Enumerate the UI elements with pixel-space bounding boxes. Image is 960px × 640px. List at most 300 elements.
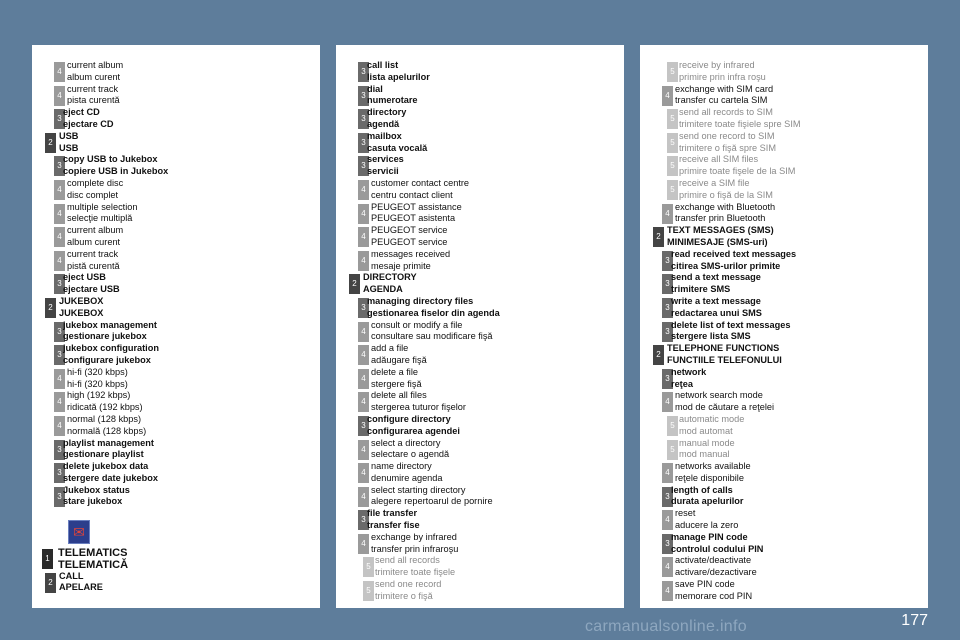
menu-item-label-ro: primire toate fişele de la SIM [679,166,796,177]
level-badge: 4 [358,204,369,224]
menu-item-label-en: exchange with SIM card [675,83,774,94]
menu-item-label-ro: copiere USB in Jukebox [63,166,169,177]
menu-item [640,154,928,178]
menu-item-text [363,272,417,296]
menu-item-label-en: PEUGEOT service [371,225,448,236]
menu-item-text [371,438,449,462]
menu-item [336,414,624,438]
level-badge: 4 [54,204,65,224]
menu-item-label-en: managing directory files [367,295,474,306]
menu-item [640,390,928,414]
level-badge: 5 [363,557,374,577]
level-badge: 4 [662,510,673,530]
menu-item-text [63,438,154,462]
menu-item-label-ro: reţea [671,378,693,389]
menu-item-label-en: current album [67,225,124,236]
menu-list-col1-lower [32,547,320,594]
menu-item-label-en: jukebox configuration [63,343,159,354]
level-badge: 3 [54,463,65,483]
menu-item-label-en: TEXT MESSAGES (SMS) [667,225,774,236]
menu-item-text [371,249,450,273]
menu-item [640,296,928,320]
menu-item [640,438,928,462]
menu-item [336,272,624,296]
menu-item-label-ro: mod automat [679,425,733,436]
menu-item [32,60,320,84]
menu-item-label-en: hi-fi (320 kbps) [67,366,128,377]
menu-item-label-ro: memorare cod PIN [675,590,753,601]
menu-item-label-en: send all records [375,555,440,566]
menu-item-label-ro: aducere la zero [675,520,739,531]
menu-item-label-ro: reţele disponibile [675,472,744,483]
level-badge: 4 [358,345,369,365]
menu-item-label-en: network search mode [675,390,763,401]
menu-item-label-en: save PIN code [675,579,735,590]
menu-item-text [371,343,427,367]
level-badge: 3 [358,133,369,153]
menu-item-label-en: send a text message [671,272,761,283]
menu-item-text [59,131,78,155]
menu-item [32,131,320,155]
menu-item-text [679,414,744,438]
menu-item [640,414,928,438]
level-badge: 3 [358,510,369,530]
menu-item [336,225,624,249]
level-badge: 4 [358,392,369,412]
menu-item [32,202,320,226]
level-badge: 3 [358,109,369,129]
menu-item-label-ro: selectare o agendă [371,449,450,460]
menu-item-text [371,178,469,202]
menu-item-label-ro: FUNCTIILE TELEFONULUI [667,354,782,365]
menu-item-text [59,571,103,595]
menu-item-label-ro: gestionare jukebox [63,331,147,342]
menu-item-label-ro: configurarea agendei [367,425,460,436]
menu-item-text [63,107,114,131]
menu-item-label-ro: casuta vocală [367,142,428,153]
menu-item-label-en: current track [67,83,119,94]
menu-item-label-en: delete list of text messages [671,319,791,330]
menu-item-label-ro: centru contact client [371,189,453,200]
menu-item-text [679,178,773,202]
menu-item-label-en: TELEPHONE FUNCTIONS [667,343,780,354]
menu-list-col3 [640,60,928,603]
menu-item [640,249,928,273]
menu-item [640,343,928,367]
menu-item-text [371,202,462,226]
level-badge: 4 [54,416,65,436]
menu-item-label-en: multiple selection [67,201,138,212]
menu-item-label-ro: trimitere o fişă [375,590,433,601]
page-number: 177 [901,612,928,629]
menu-item-label-en: Jukebox status [63,484,130,495]
menu-item-label-ro: trimitere toate fişiele spre SIM [679,118,801,129]
menu-item-label-ro: gestionarea fiselor din agenda [367,307,500,318]
menu-item-text [675,461,751,485]
menu-item [336,84,624,108]
level-badge: 4 [358,463,369,483]
level-badge: 5 [667,133,678,153]
menu-item-text [371,461,443,485]
menu-item [336,249,624,273]
menu-item-label-ro: alegere repertoarul de pornire [371,496,493,507]
menu-item-label-ro: stergerea tuturor fişelor [371,402,466,413]
menu-item-text [671,272,761,296]
level-badge: 2 [45,573,56,593]
menu-item-text [67,225,123,249]
menu-item-text [367,154,404,178]
menu-item [640,225,928,249]
menu-item-label-en: mailbox [367,130,402,141]
menu-item-label-en: delete a file [371,366,418,377]
menu-item-label-en: receive by infrared [679,60,755,70]
level-badge: 4 [54,369,65,389]
level-badge: 5 [667,62,678,82]
menu-item-text [67,60,123,84]
menu-item [32,296,320,320]
menu-item-label-ro: redactarea unui SMS [671,307,762,318]
level-badge: 4 [358,534,369,554]
level-badge: 3 [358,298,369,318]
menu-item-label-en: eject CD [63,107,100,118]
menu-item [640,555,928,579]
menu-item [32,154,320,178]
menu-item-text [679,107,801,131]
level-badge: 4 [358,227,369,247]
menu-item-label-en: receive all SIM files [679,154,759,165]
menu-item-label-en: manage PIN code [671,531,748,542]
menu-item-label-ro: mod de căutare a reţelei [675,402,775,413]
menu-item [336,438,624,462]
menu-item-label-en: eject USB [63,272,106,283]
menu-item-label-ro: transfer prin Bluetooth [675,213,766,224]
menu-item-label-ro: trimitere SMS [671,284,731,295]
menu-list-col1 [32,60,320,508]
menu-item-label-en: DIRECTORY [363,272,417,283]
level-badge: 4 [358,369,369,389]
menu-item-label-ro: adăugare fişă [371,354,427,365]
menu-item-label-ro: pista curentă [67,95,120,106]
menu-item-label-en: receive a SIM file [679,177,750,188]
menu-item [336,107,624,131]
level-badge: 3 [54,440,65,460]
menu-item [32,320,320,344]
menu-item [336,131,624,155]
level-badge: 2 [653,345,664,365]
menu-item [32,178,320,202]
menu-item-label-en: customer contact centre [371,177,470,188]
menu-item-label-ro: trimitere o fişă spre SIM [679,142,777,153]
menu-item-label-ro: album curent [67,236,121,247]
menu-item-label-en: select starting directory [371,484,466,495]
level-badge: 3 [662,274,673,294]
menu-item-text [67,178,123,202]
menu-item-label-en: file transfer [367,508,418,519]
menu-item-label-ro: USB [59,142,79,153]
menu-item-label-ro: ejectare USB [63,284,120,295]
menu-item-label-ro: citirea SMS-urilor primite [671,260,781,271]
level-badge: 4 [358,487,369,507]
menu-item-text [371,390,466,414]
menu-item-text [58,547,128,571]
menu-item-label-en: exchange by infrared [371,531,457,542]
menu-item-label-ro: selecţie multiplă [67,213,133,224]
menu-item-label-en: read received text messages [671,248,797,259]
menu-item [336,202,624,226]
menu-item-label-en: services [367,154,404,165]
menu-item-text [675,202,775,226]
menu-item-text [63,461,158,485]
menu-item-label-ro: stergere lista SMS [671,331,751,342]
level-badge: 2 [45,133,56,153]
menu-item [640,60,928,84]
menu-panel-middle [336,45,624,608]
menu-item [336,320,624,344]
menu-item-label-ro: consultare sau modificare fişă [371,331,493,342]
menu-list-col2 [336,60,624,603]
menu-item-label-ro: transfer cu cartela SIM [675,95,768,106]
menu-item-text [67,84,120,108]
menu-item [640,532,928,556]
menu-item-text [667,343,782,367]
level-badge: 3 [54,109,65,129]
menu-item-label-ro: numerotare [367,95,418,106]
menu-item [640,107,928,131]
menu-item [336,390,624,414]
level-badge: 3 [662,369,673,389]
menu-item-text [675,555,757,579]
menu-item-label-ro: stare jukebox [63,496,123,507]
level-badge: 3 [54,274,65,294]
menu-item [336,508,624,532]
menu-item-label-en: write a text message [671,295,761,306]
level-badge: 3 [358,86,369,106]
menu-item [640,508,928,532]
level-badge: 3 [662,251,673,271]
menu-item [336,461,624,485]
menu-item-text [67,390,143,414]
menu-item [336,178,624,202]
menu-item-text [675,508,738,532]
menu-item-label-en: send one record to SIM [679,130,775,141]
telematics-logo-icon: ✉ [68,520,90,544]
menu-item-text [679,154,795,178]
menu-item-label-en: PEUGEOT assistance [371,201,462,212]
menu-item [640,367,928,391]
menu-item-text [679,60,766,84]
menu-item-text [67,202,137,226]
menu-item-label-en: manual mode [679,437,735,448]
menu-item-text [59,296,103,320]
level-badge: 1 [42,549,53,569]
menu-item-text [367,296,500,320]
menu-item-label-ro: controlul codului PIN [671,543,764,554]
level-badge: 4 [358,440,369,460]
level-badge: 4 [662,392,673,412]
menu-item-text [63,272,120,296]
menu-item-label-ro: primire prin infra roşu [679,71,766,82]
menu-item [32,485,320,509]
level-badge: 4 [358,251,369,271]
menu-item-text [67,367,128,391]
menu-item-text [367,84,418,108]
menu-item [32,343,320,367]
menu-item-label-en: dial [367,83,383,94]
level-badge: 3 [54,487,65,507]
level-badge: 2 [45,298,56,318]
menu-item [32,547,320,571]
menu-item [32,107,320,131]
menu-item-label-ro: configurare jukebox [63,354,151,365]
menu-item-text [371,485,493,509]
level-badge: 2 [653,227,664,247]
menu-item-text [67,249,120,273]
menu-item [32,84,320,108]
menu-item-label-ro: JUKEBOX [59,307,104,318]
level-badge: 4 [54,180,65,200]
menu-item [32,272,320,296]
menu-item-label-ro: trimitere toate fişele [375,567,456,578]
menu-item-text [63,343,159,367]
menu-item [640,84,928,108]
level-badge: 4 [54,392,65,412]
menu-item-label-en: directory [367,107,407,118]
level-badge: 4 [358,180,369,200]
watermark: carmanualsonline.info [585,618,747,635]
level-badge: 4 [662,463,673,483]
menu-item [640,579,928,603]
menu-item-label-ro: primire o fişă de la SIM [679,189,773,200]
menu-item-text [371,532,458,556]
menu-item-text [63,485,130,509]
menu-item-label-ro: pistă curentă [67,260,120,271]
level-badge: 3 [662,322,673,342]
level-badge: 4 [662,204,673,224]
menu-item-label-en: activate/deactivate [675,555,752,566]
menu-panel-right [640,45,928,608]
level-badge: 4 [358,322,369,342]
menu-item-label-en: normal (128 kbps) [67,413,142,424]
menu-item-label-en: add a file [371,343,409,354]
menu-item-label-en: USB [59,130,79,141]
menu-item-text [675,84,773,108]
level-badge: 3 [358,156,369,176]
menu-item-label-ro: TELEMATICĂ [58,559,129,571]
menu-item-label-ro: hi-fi (320 kbps) [67,378,128,389]
level-badge: 5 [667,180,678,200]
level-badge: 5 [667,440,678,460]
menu-item [640,131,928,155]
menu-item-label-en: name directory [371,461,432,472]
level-badge: 5 [363,581,374,601]
menu-panel-left [32,45,320,608]
level-badge: 3 [662,298,673,318]
level-badge: 3 [54,322,65,342]
menu-item-text [671,485,744,509]
menu-item-label-en: high (192 kbps) [67,390,131,401]
menu-item-label-ro: mod manual [679,449,730,460]
level-badge: 3 [662,534,673,554]
menu-item-text [671,532,763,556]
menu-item-label-en: jukebox management [63,319,157,330]
menu-item-label-en: current track [67,248,119,259]
level-badge: 4 [54,227,65,247]
menu-item-label-ro: servicii [367,166,399,177]
menu-item [32,438,320,462]
level-badge: 4 [662,86,673,106]
menu-item-label-ro: lista apelurilor [367,71,430,82]
menu-item-label-ro: durata apelurilor [671,496,744,507]
menu-item-label-en: delete jukebox data [63,461,149,472]
menu-item-label-ro: transfer prin infraroşu [371,543,459,554]
menu-item-text [67,414,146,438]
level-badge: 3 [54,345,65,365]
level-badge: 3 [358,62,369,82]
menu-item-text [679,438,735,462]
menu-item-text [375,579,441,603]
level-badge: 3 [54,156,65,176]
menu-item-text [675,579,752,603]
menu-item-text [375,555,455,579]
menu-item-label-en: call list [367,60,399,70]
menu-item-text [675,390,774,414]
menu-item-label-ro: ridicată (192 kbps) [67,402,143,413]
level-badge: 5 [667,156,678,176]
menu-item-label-en: messages received [371,248,451,259]
menu-item-label-en: select a directory [371,437,441,448]
level-badge: 2 [349,274,360,294]
menu-item-label-en: configure directory [367,413,451,424]
menu-item [336,60,624,84]
level-badge: 4 [54,86,65,106]
menu-item-text [371,320,493,344]
menu-item-text [371,225,447,249]
menu-item [336,485,624,509]
menu-item-label-ro: AGENDA [363,284,403,295]
level-badge: 4 [662,581,673,601]
menu-item-label-ro: mesaje primite [371,260,431,271]
menu-item [32,225,320,249]
menu-item-text [671,320,791,344]
menu-item-text [367,60,430,84]
level-badge: 5 [667,109,678,129]
level-badge: 4 [54,62,65,82]
menu-item [336,579,624,603]
menu-item-text [367,414,460,438]
menu-item-label-ro: APELARE [59,582,103,593]
menu-item-label-ro: ejectare CD [63,118,114,129]
menu-item-text [371,367,422,391]
menu-item-label-en: reset [675,508,696,519]
menu-item-label-en: network [671,366,707,377]
menu-item-label-en: current album [67,60,124,70]
menu-item-text [671,296,762,320]
menu-item [32,571,320,595]
menu-item-label-ro: agendă [367,118,400,129]
menu-item-text [667,225,774,249]
menu-item-text [63,154,168,178]
menu-item-label-en: consult or modify a file [371,319,463,330]
menu-item [336,532,624,556]
menu-item [32,461,320,485]
menu-item-label-en: TELEMATICS [58,547,128,559]
menu-item [336,367,624,391]
level-badge: 3 [358,416,369,436]
menu-item-label-en: JUKEBOX [59,295,104,306]
menu-item-label-en: send one record [375,579,442,590]
menu-item-text [671,249,796,273]
menu-item-label-en: automatic mode [679,413,745,424]
